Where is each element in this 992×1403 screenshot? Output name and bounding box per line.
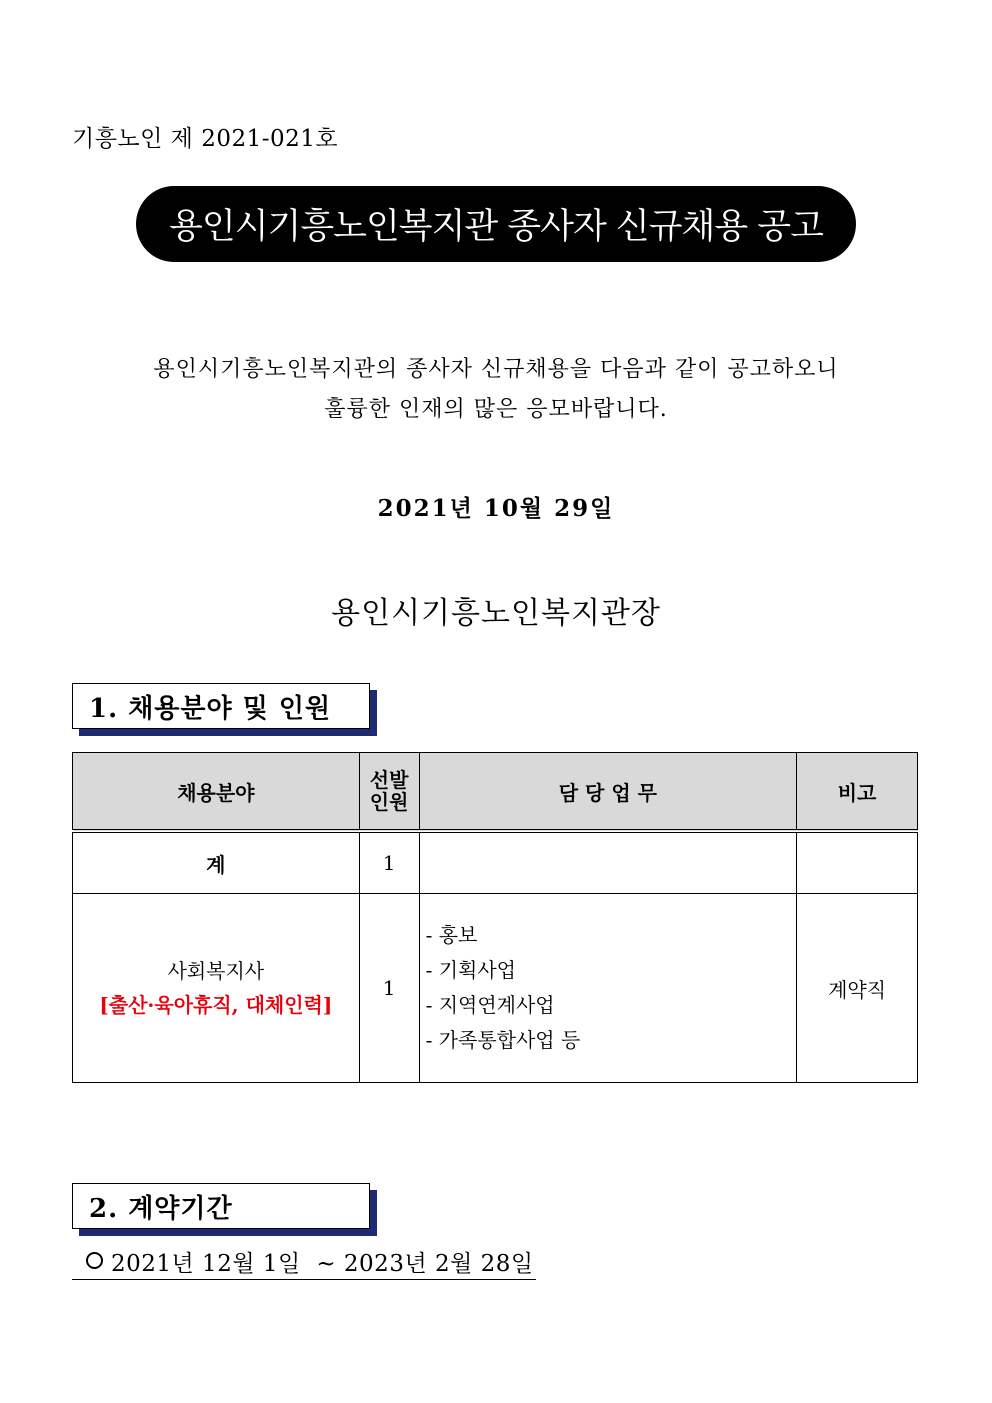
total-count: 1 bbox=[359, 831, 419, 894]
intro-paragraph bbox=[0, 350, 992, 430]
row-field-title: 사회복지사 bbox=[167, 959, 265, 983]
header-field: 채용분야 bbox=[73, 753, 360, 832]
duty-item: - 홍보 bbox=[425, 923, 478, 947]
total-duties bbox=[419, 831, 797, 894]
page-title-text: 용인시기흥노인복지관 종사자 신규채용 공고 bbox=[169, 207, 823, 247]
row-field-note: [출산·육아휴직, 대체인력] bbox=[99, 993, 333, 1017]
section-2-heading: 2. 계약기간 bbox=[72, 1183, 370, 1229]
header-count-line-1: 선발 bbox=[369, 768, 409, 792]
circle-bullet-icon bbox=[86, 1252, 103, 1269]
total-note bbox=[797, 831, 918, 894]
row-field bbox=[73, 894, 360, 1083]
header-count bbox=[359, 753, 419, 832]
section-1-heading: 1. 채용분야 및 인원 bbox=[72, 683, 370, 729]
duty-item: - 기획사업 bbox=[425, 958, 516, 982]
duty-item: - 지역연계사업 bbox=[425, 993, 555, 1017]
header-duties: 담 당 업 무 bbox=[419, 753, 797, 832]
announcement-date: 2021년 10월 29일 bbox=[377, 495, 615, 522]
organization-name: 용인시기흥노인복지관장 bbox=[331, 596, 661, 631]
page-title bbox=[136, 186, 856, 262]
row-count: 1 bbox=[359, 894, 419, 1083]
header-note: 비고 bbox=[797, 753, 918, 832]
row-note: 계약직 bbox=[797, 894, 918, 1083]
document-number: 기흥노인 제 2021-021호 bbox=[72, 126, 339, 152]
table-header-row bbox=[73, 753, 918, 832]
intro-line-1: 용인시기흥노인복지관의 종사자 신규채용을 다음과 같이 공고하오니 bbox=[153, 357, 839, 382]
intro-line-2: 훌륭한 인재의 많은 응모바랍니다. bbox=[324, 397, 668, 422]
recruitment-table bbox=[72, 752, 918, 1083]
total-label: 계 bbox=[73, 831, 360, 894]
contract-period-text: 2021년 12월 1일 ~ 2023년 2월 28일 bbox=[111, 1251, 534, 1277]
row-duties bbox=[419, 894, 797, 1083]
table-total-row bbox=[73, 831, 918, 894]
duty-item: - 가족통합사업 등 bbox=[425, 1028, 581, 1052]
table-row bbox=[73, 894, 918, 1083]
header-count-line-2: 인원 bbox=[369, 790, 409, 814]
contract-period bbox=[72, 1245, 536, 1280]
